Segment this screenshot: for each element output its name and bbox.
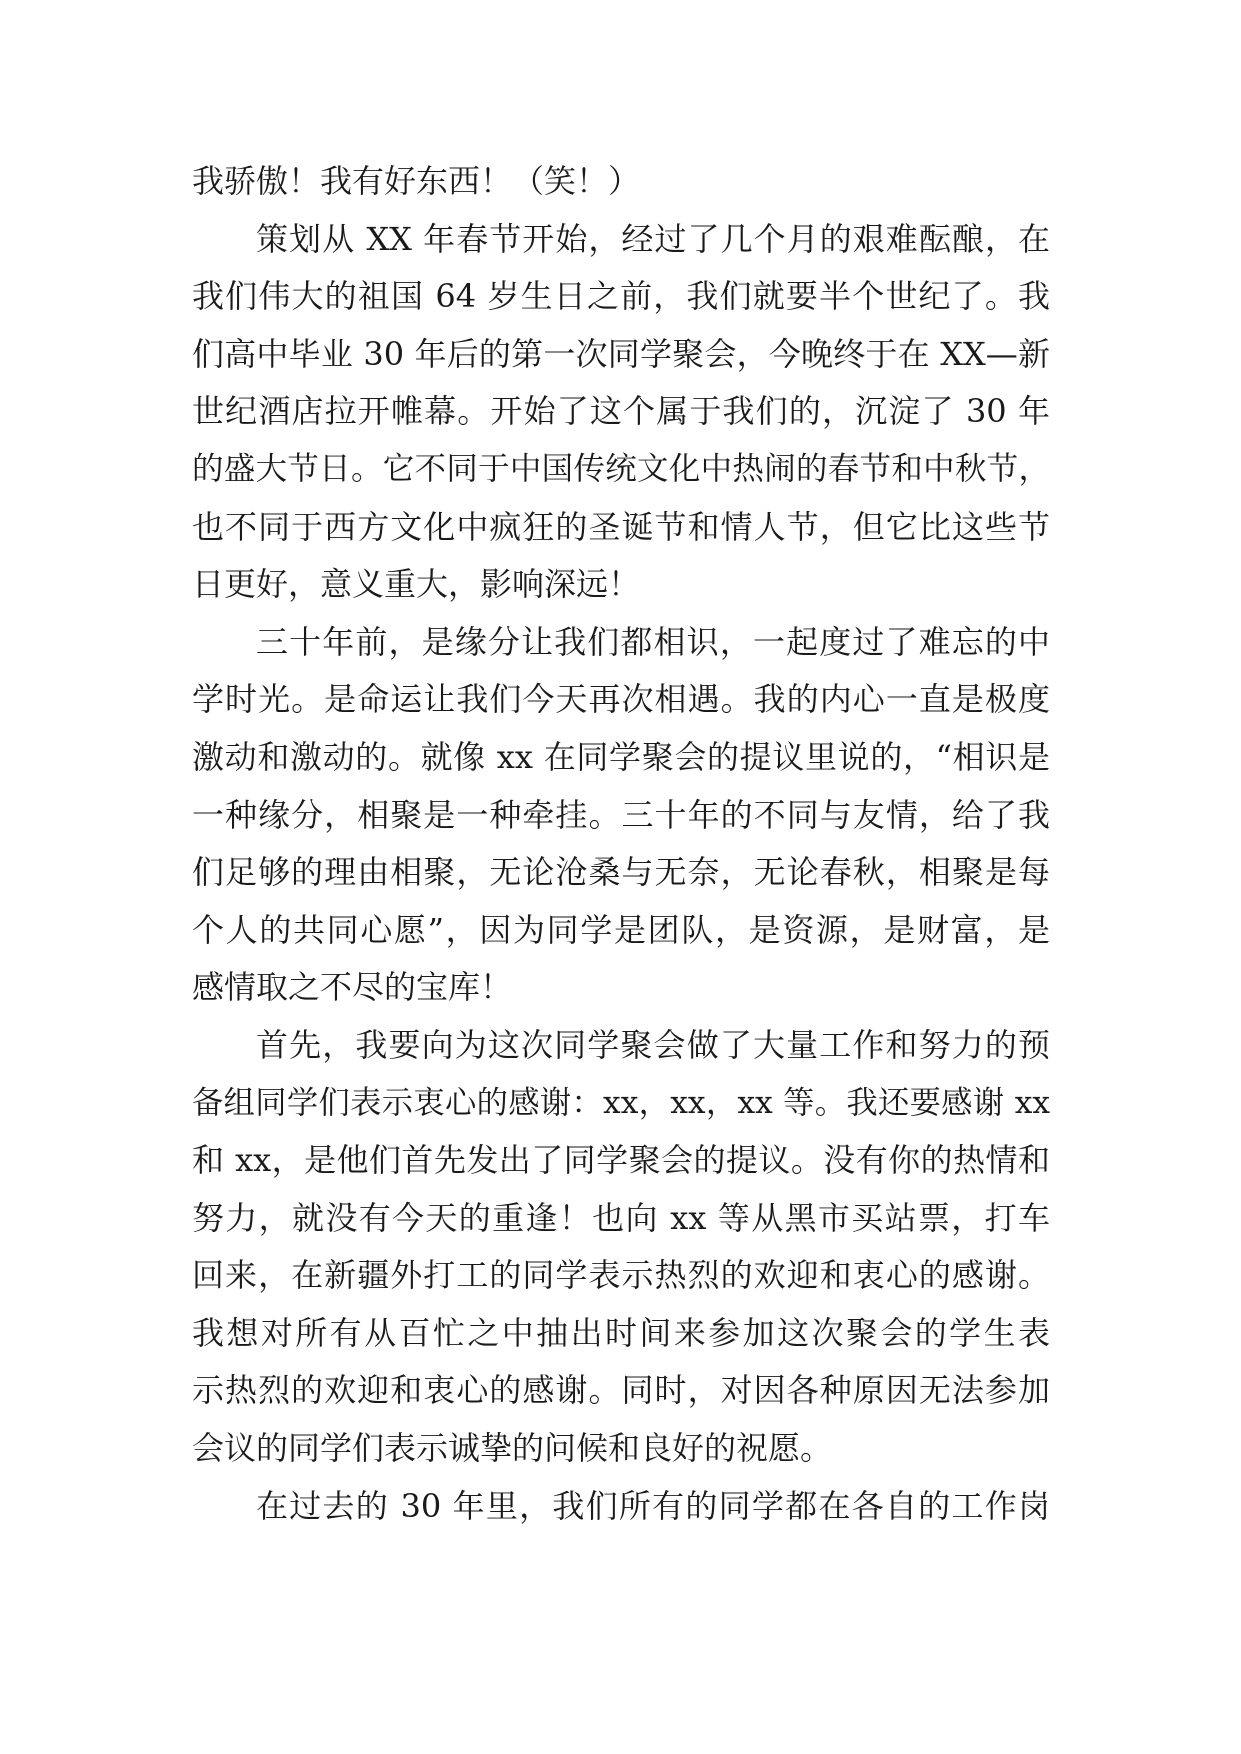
- text-line: 我骄傲！我有好东西！（笑！）: [192, 162, 641, 200]
- text-line: 学时光。是命运让我们今天再次相遇。我的内心一直是极度: [192, 680, 1050, 719]
- text-line: 首先，我要向为这次同学聚会做了大量工作和努力的预: [256, 1025, 1050, 1064]
- text-line: 们足够的理由相聚，无论沧桑与无奈，无论春秋，相聚是每: [192, 853, 1050, 892]
- text-line: 三十年前，是缘分让我们都相识，一起度过了难忘的中: [256, 622, 1050, 661]
- text-line: 策划从 XX 年春节开始，经过了几个月的艰难酝酿，在: [256, 219, 1050, 258]
- text-line: 个人的共同心愿”，因为同学是团队，是资源，是财富，是: [192, 910, 1050, 949]
- text-line: 和 xx，是他们首先发出了同学聚会的提议。没有你的热情和: [192, 1141, 1050, 1180]
- text-line: 世纪酒店拉开帷幕。开始了这个属于我们的，沉淀了 30 年: [192, 392, 1050, 431]
- body-text: [192, 153, 1050, 1535]
- text-line: 也不同于西方文化中疯狂的圣诞节和情人节，但它比这些节: [192, 507, 1050, 546]
- text-line: 备组同学们表示衷心的感谢：xx，xx，xx 等。我还要感谢 xx: [192, 1084, 1050, 1121]
- text-line: 们高中毕业 30 年后的第一次同学聚会，今晚终于在 XX—新: [192, 334, 1050, 373]
- text-line: 一种缘分，相聚是一种牵挂。三十年的不同与友情，给了我: [192, 795, 1050, 834]
- text-line: 示热烈的欢迎和衷心的感谢。同时，对因各种原因无法参加: [192, 1371, 1050, 1410]
- text-line: 我们伟大的祖国 64 岁生日之前，我们就要半个世纪了。我: [192, 277, 1050, 316]
- text-line: 的盛大节日。它不同于中国传统文化中热闹的春节和中秋节，: [192, 450, 1050, 487]
- text-line: 感情取之不尽的宝库！: [192, 968, 513, 1007]
- text-line: 激动和激动的。就像 xx 在同学聚会的提议里说的，“相识是: [192, 737, 1050, 776]
- text-line: 在过去的 30 年里，我们所有的同学都在各自的工作岗: [256, 1486, 1050, 1525]
- text-line: 努力，就没有今天的重逢！也向 xx 等从黑市买站票，打车: [192, 1198, 1050, 1237]
- text-line: 会议的同学们表示诚挚的问候和良好的祝愿。: [192, 1429, 833, 1468]
- text-line: 日更好，意义重大，影响深远！: [192, 565, 641, 604]
- text-line: 回来，在新疆外打工的同学表示热烈的欢迎和衷心的感谢。: [192, 1256, 1050, 1295]
- text-line: 我想对所有从百忙之中抽出时间来参加这次聚会的学生表: [192, 1313, 1050, 1352]
